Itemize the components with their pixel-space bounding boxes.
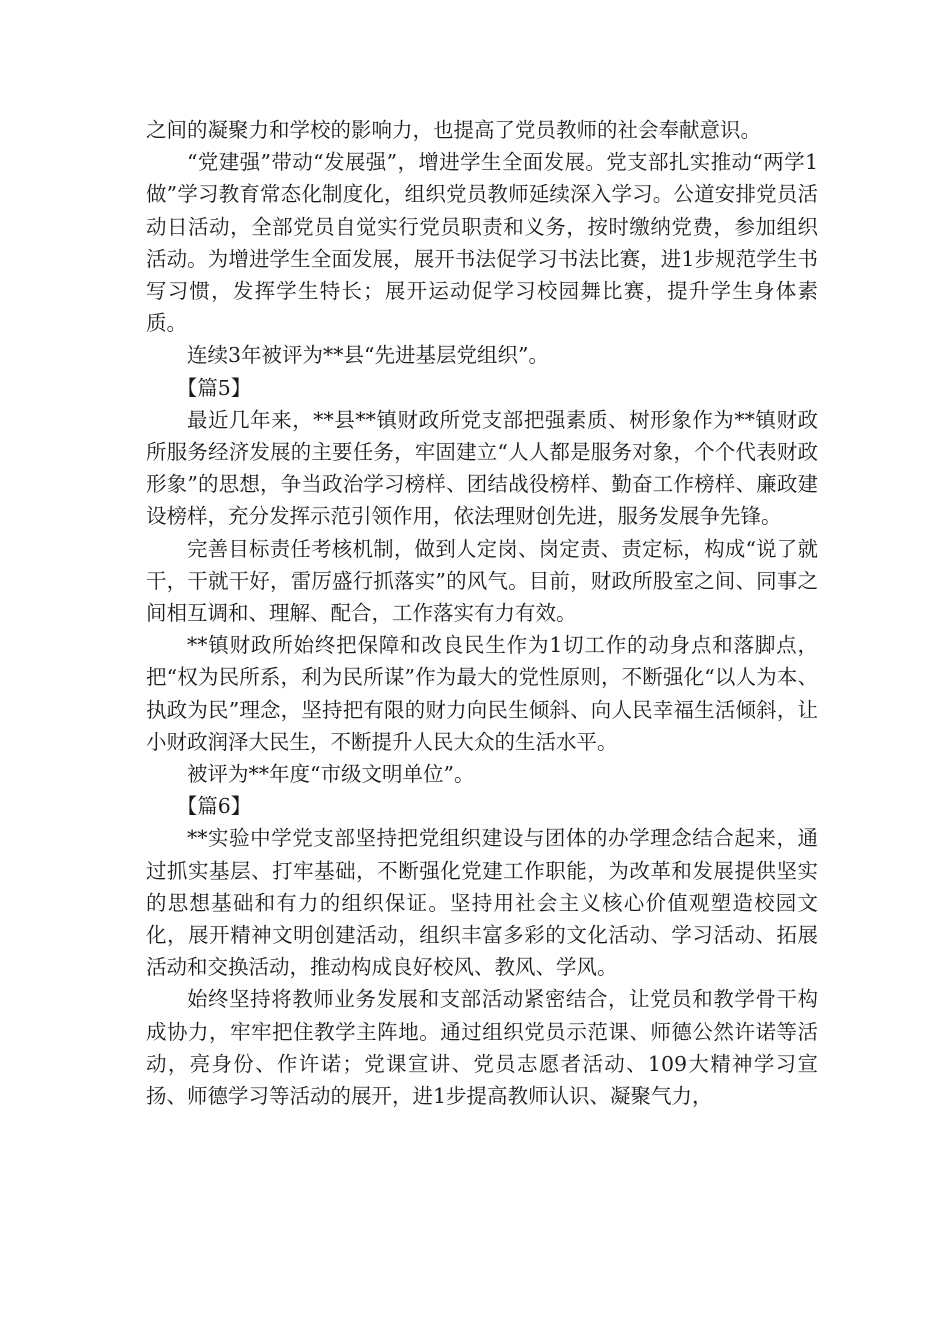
section-heading-5: 【篇5】	[176, 375, 252, 400]
paragraph-finance-intro: 最近几年来，**县**镇财政所党支部把强素质、树形象作为**镇财政所服务经济发展的主要任务，牢固建立“人人都是服务对象，个个代表财政形象”的思想，争当政治学习榜样、团结战役榜样、勤奋工作榜样、廉政建设榜样，充分发挥示范引领作用，依法理财创先进，服务发展争先锋。	[146, 407, 818, 529]
paragraph-teacher-development: 始终坚持将教师业务发展和支部活动紧密结合，让党员和教学骨干构成协力，牢牢把住教学主阵地。通过组织党员示范课、师德公然许诺等活动，亮身份、作许诺；党课宣讲、党员志愿者活动、109大精神学习宣扬、师德学习等活动的展开，进1步提高教师认识、凝聚气力，	[146, 987, 818, 1109]
paragraph-livelihood: **镇财政所始终把保障和改良民生作为1切工作的动身点和落脚点，把“权为民所系，利为民所谋”作为最大的党性原则，不断强化“以人为本、执政为民”理念，坚持把有限的财力向民生倾斜、向人民幸福生活倾斜，让小财政润泽大民生，不断提升人民大众的生活水平。	[146, 633, 818, 754]
document-body	[146, 114, 818, 1112]
paragraph-award-civilized: 被评为**年度“市级文明单位”。	[187, 762, 475, 787]
paragraph-party-building: “党建强”带动“发展强”，增进学生全面发展。党支部扎实推动“两学1做”学习教育常态化制度化，组织党员教师延续深入学习。公道安排党员活动日活动，全部党员自觉实行党员职责和义务，按时缴纳党费，参加组织活动。为增进学生全面发展，展开书法促学习书法比赛，进1步规范学生书写习惯，发挥学生特长；展开运动促学习校园舞比赛，提升学生身体素质。	[146, 150, 818, 336]
paragraph-continuation: 之间的凝聚力和学校的影响力，也提高了党员教师的社会奉献意识。	[146, 118, 761, 142]
paragraph-school-intro: **实验中学党支部坚持把党组织建设与团体的办学理念结合起来，通过抓实基层、打牢基础，不断强化党建工作职能，为改革和发展提供坚实的思想基础和有力的组织保证。坚持用社会主义核心价值观塑造校园文化，展开精神文明创建活动，组织丰富多彩的文化活动、学习活动、拓展活动和交换活动，推动构成良好校风、教风、学风。	[146, 826, 818, 980]
paragraph-award-county: 连续3年被评为**县“先进基层党组织”。	[187, 343, 550, 368]
paragraph-responsibility: 完善目标责任考核机制，做到人定岗、岗定责、责定标，构成“说了就干，干就干好，雷厉盛行抓落实”的风气。目前，财政所股室之间、同事之间相互调和、理解、配合，工作落实有力有效。	[146, 536, 818, 626]
section-heading-6: 【篇6】	[176, 794, 252, 819]
